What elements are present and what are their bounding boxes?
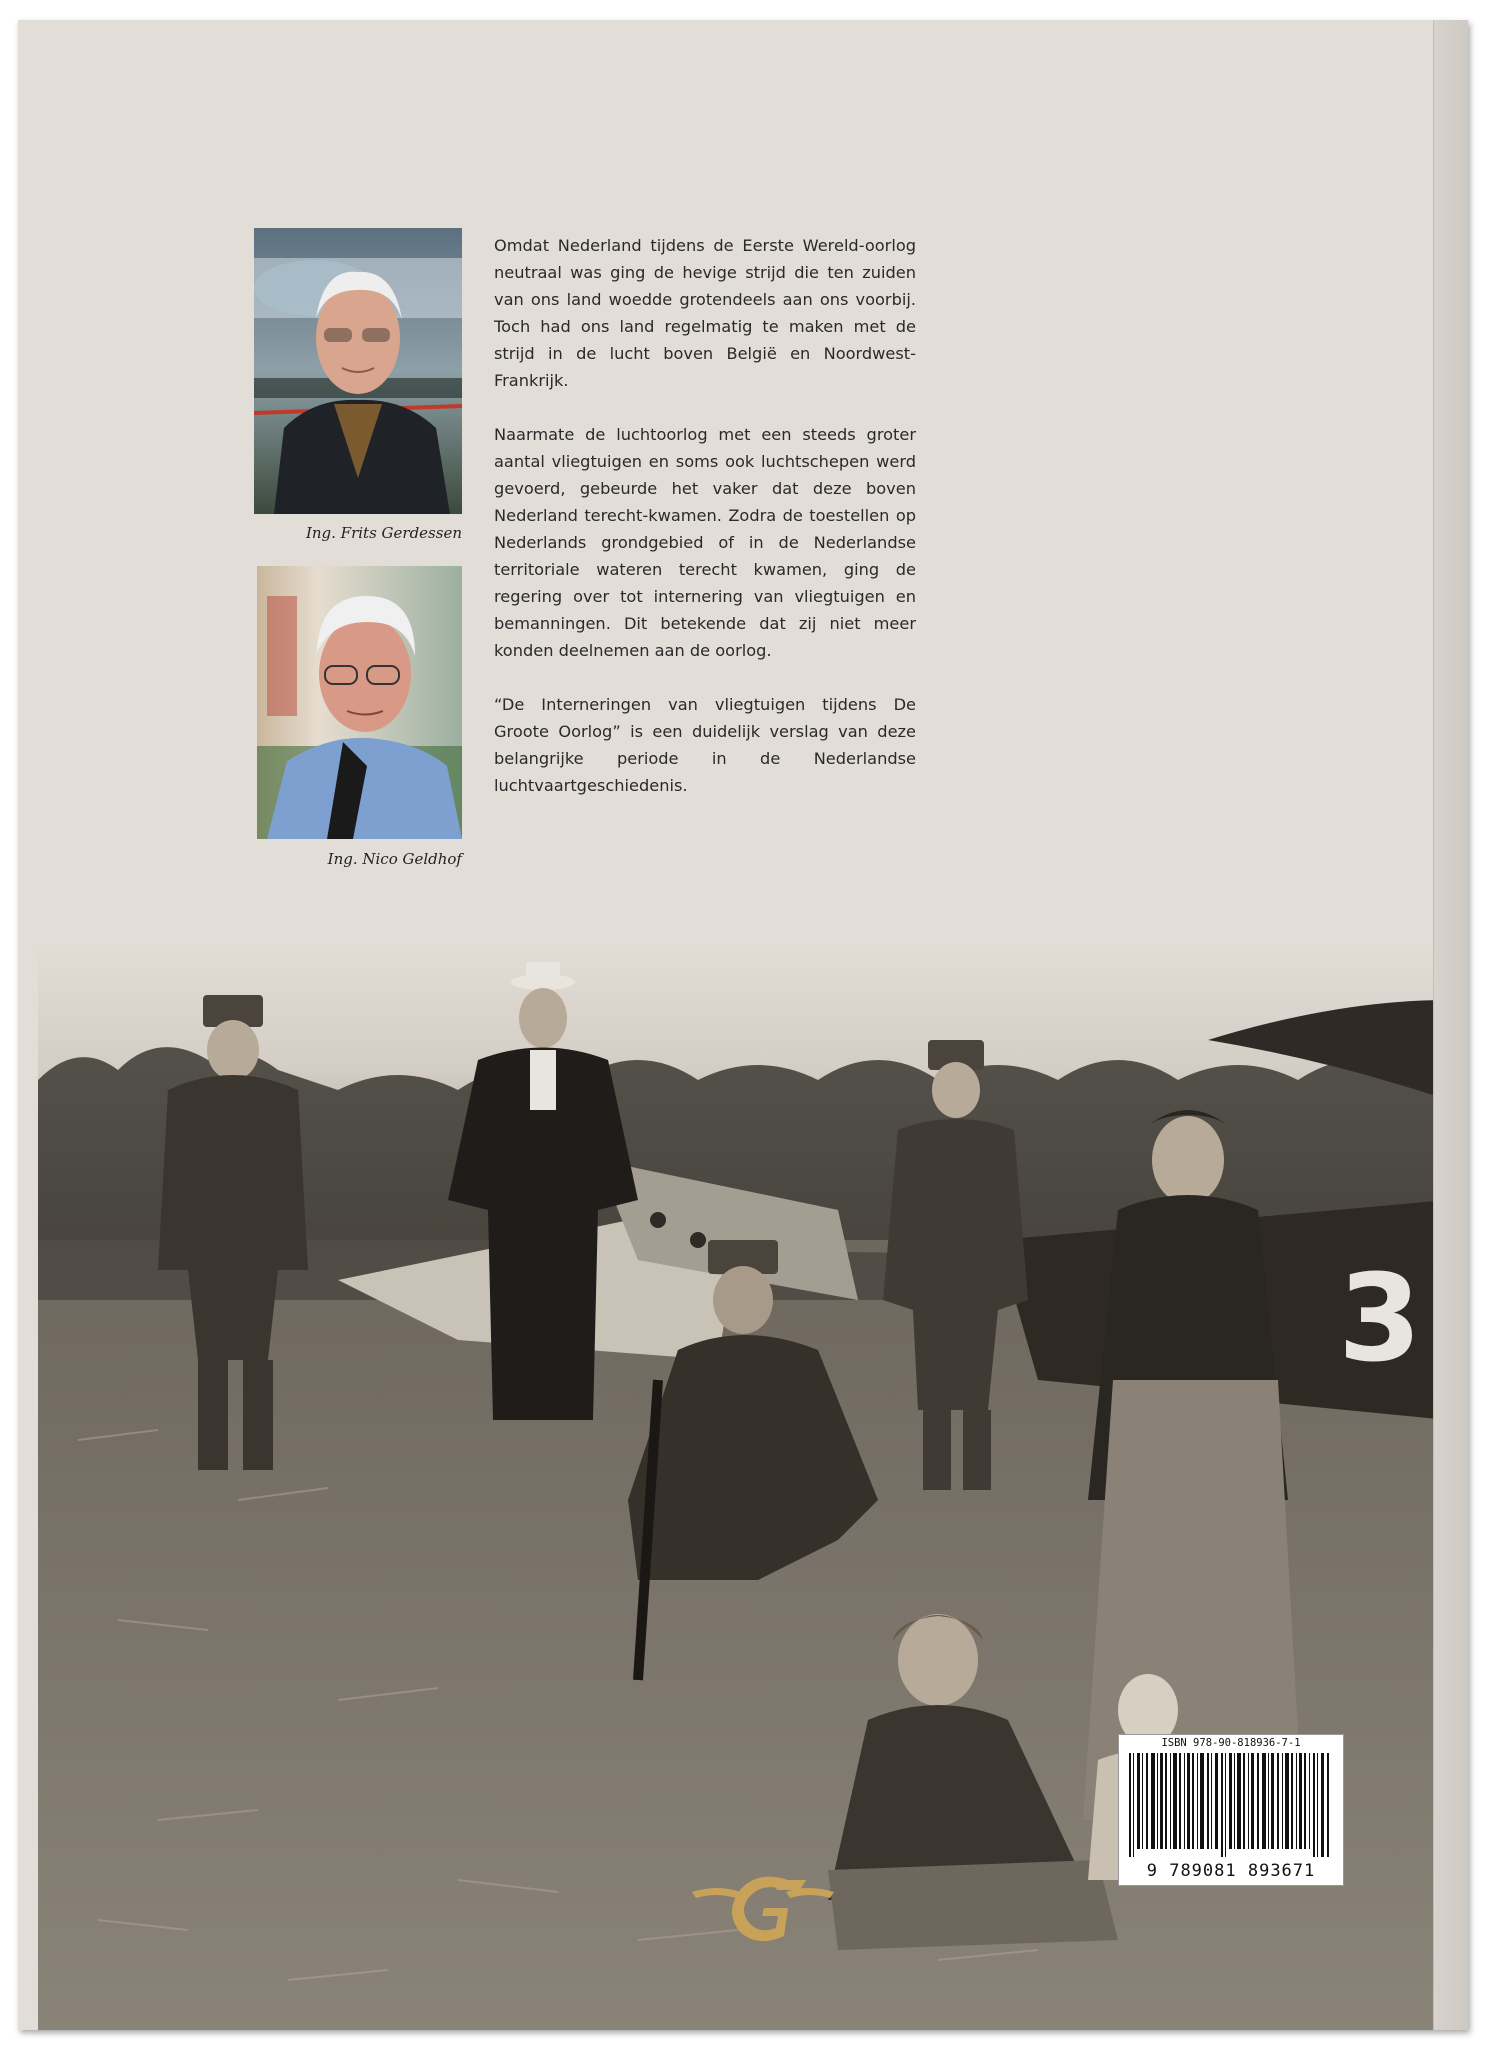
book-spine-edge bbox=[1433, 20, 1468, 2030]
isbn-label: ISBN 978-90-818936-7-1 bbox=[1161, 1737, 1301, 1749]
publisher-logo bbox=[688, 1862, 838, 1952]
isbn-barcode bbox=[1118, 1734, 1344, 1886]
svg-text:3: 3 bbox=[1338, 1250, 1422, 1389]
portrait-image-1 bbox=[254, 228, 462, 514]
portrait-image-2 bbox=[257, 566, 462, 839]
portrait-2-caption: Ing. Nico Geldhof bbox=[327, 850, 462, 868]
book-back-cover bbox=[18, 20, 1468, 2030]
paragraph-3: “De Interneringen van vliegtuigen tijdens De Groote Oorlog” is een duidelijk verslag van deze belangrijke periode in de Nederlandse luchtvaartgeschiedenis. bbox=[494, 695, 916, 795]
barcode-number: 9 789081 893671 bbox=[1146, 1861, 1316, 1881]
publisher-winged-g-logo-icon bbox=[688, 1862, 838, 1952]
paragraph-1: Omdat Nederland tijdens de Eerste Wereld-oorlog neutraal was ging de hevige strijd die ten zuiden van ons land woedde grotendeels aan ons voorbij. Toch had ons land regelmatig te maken met de strijd in de lucht boven België en Noordwest-Frankrijk. bbox=[494, 236, 916, 390]
portrait-1-caption: Ing. Frits Gerdessen bbox=[305, 524, 462, 542]
description-text bbox=[494, 232, 916, 826]
paragraph-2: Naarmate de luchtoorlog met een steeds groter aantal vliegtuigen en soms ook luchtschepen werd gevoerd, gebeurde het vaker dat deze boven Nederland terecht-kwamen. Zodra de toestellen op Nederlands grondgebied of in de Nederlandse territoriale wateren terecht kwamen, ging de regering over tot internering van vliegtuigen en bemanningen. Dit betekende dat zij niet meer konden deelnemen aan de oorlog. bbox=[494, 425, 916, 660]
author-portrait-1 bbox=[254, 228, 462, 514]
author-portrait-2 bbox=[257, 566, 462, 839]
